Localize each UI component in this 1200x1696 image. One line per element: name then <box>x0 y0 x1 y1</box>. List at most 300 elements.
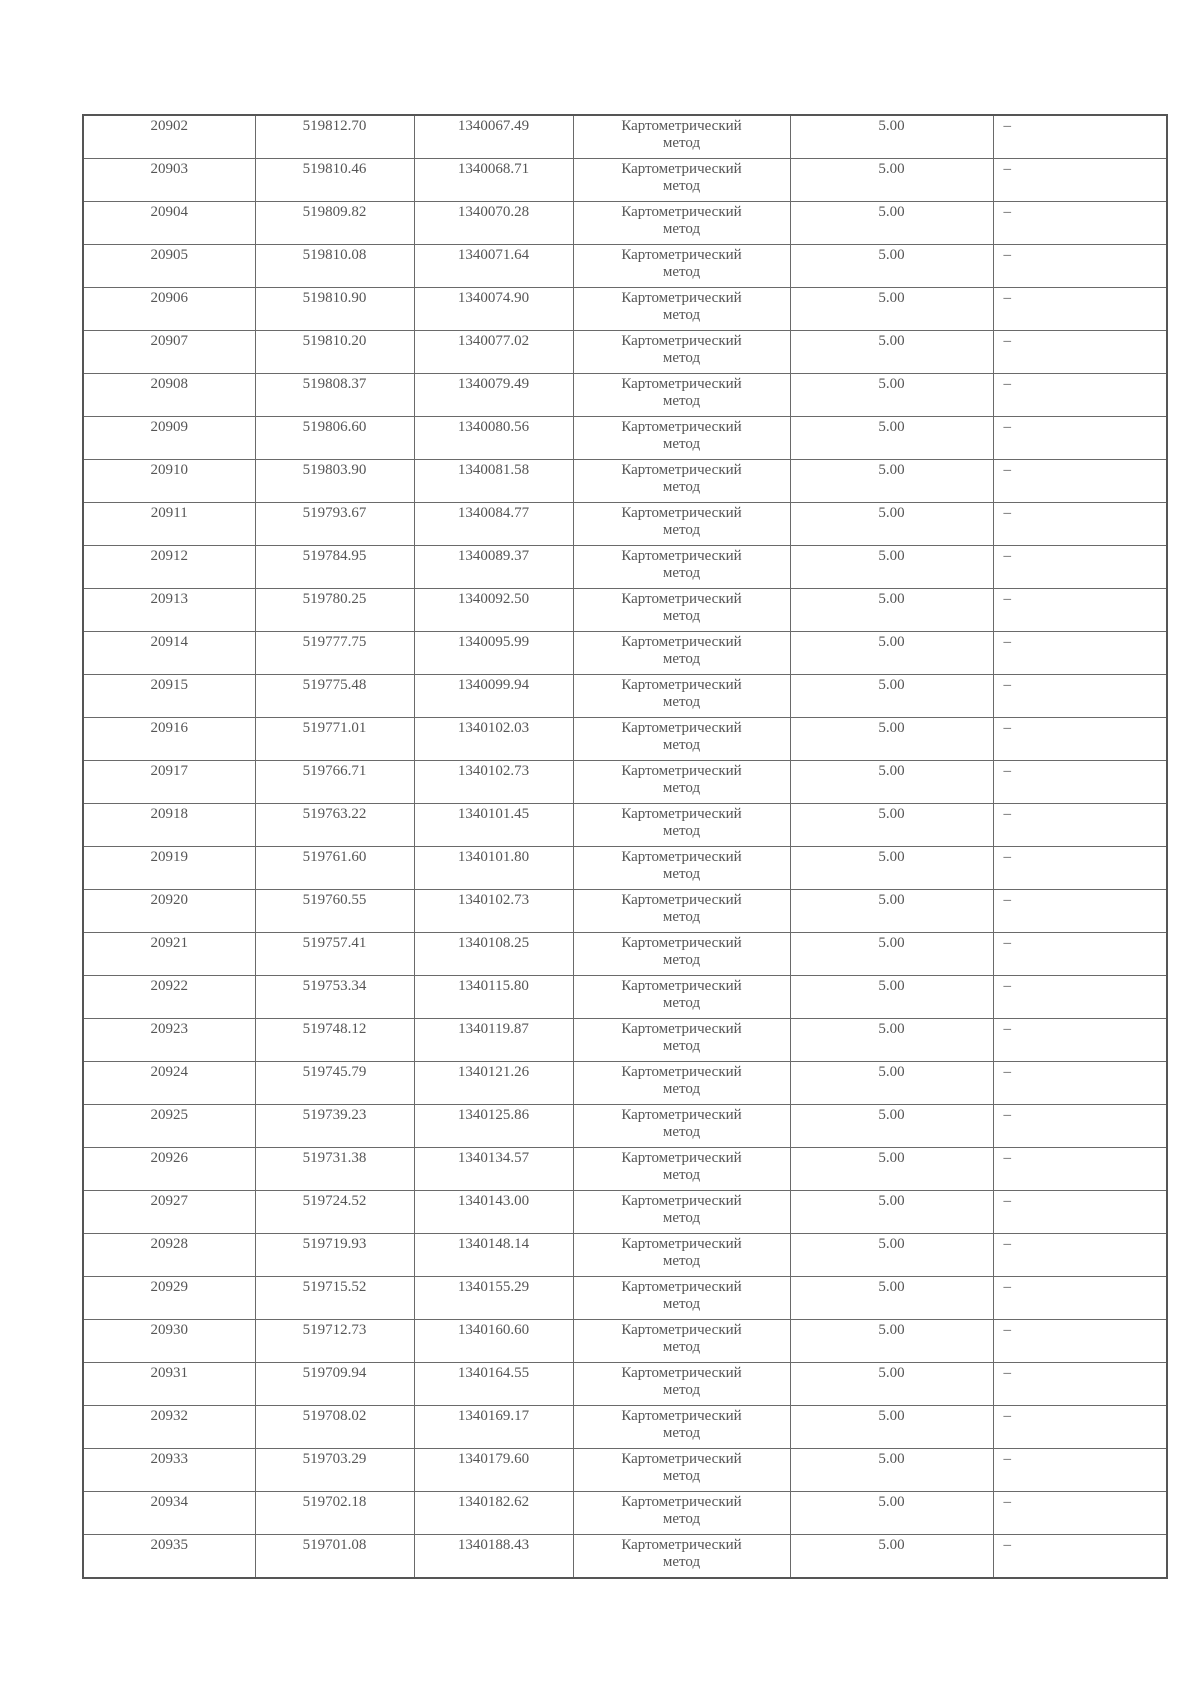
method-text-line-1: Картометрический <box>621 1236 742 1252</box>
method-cell <box>573 503 790 546</box>
method-cell <box>573 1320 790 1363</box>
method-text-line-1: Картометрический <box>621 1537 742 1553</box>
y-coordinate-cell: 1340089.37 <box>414 546 573 589</box>
point-number-cell: 20902 <box>83 115 255 159</box>
y-coordinate-cell: 1340121.26 <box>414 1062 573 1105</box>
x-coordinate-cell: 519780.25 <box>255 589 414 632</box>
method-text-line-2: метод <box>662 1468 701 1484</box>
note-cell: – <box>993 1105 1167 1148</box>
method-cell <box>573 1449 790 1492</box>
method-text-line-2: метод <box>662 522 701 538</box>
note-cell: – <box>993 1019 1167 1062</box>
method-text-line-1: Картометрический <box>621 1193 742 1209</box>
method-text-line-2: метод <box>662 1339 701 1355</box>
note-cell: – <box>993 1406 1167 1449</box>
accuracy-cell: 5.00 <box>790 804 993 847</box>
note-cell: – <box>993 1363 1167 1406</box>
table-body <box>83 115 1167 1578</box>
point-number-cell: 20926 <box>83 1148 255 1191</box>
note-cell: – <box>993 1148 1167 1191</box>
method-text-line-1: Картометрический <box>621 1150 742 1166</box>
method-text-line-2: метод <box>662 909 701 925</box>
x-coordinate-cell: 519810.90 <box>255 288 414 331</box>
method-cell <box>573 1148 790 1191</box>
accuracy-cell: 5.00 <box>790 1406 993 1449</box>
method-cell <box>573 804 790 847</box>
method-cell <box>573 976 790 1019</box>
x-coordinate-cell: 519719.93 <box>255 1234 414 1277</box>
table-row <box>83 245 1167 288</box>
accuracy-cell: 5.00 <box>790 1535 993 1579</box>
method-cell <box>573 288 790 331</box>
point-number-cell: 20930 <box>83 1320 255 1363</box>
x-coordinate-cell: 519793.67 <box>255 503 414 546</box>
method-text-line-2: метод <box>662 651 701 667</box>
method-text-line-1: Картометрический <box>621 978 742 994</box>
table-row <box>83 1234 1167 1277</box>
point-number-cell: 20914 <box>83 632 255 675</box>
y-coordinate-cell: 1340179.60 <box>414 1449 573 1492</box>
point-number-cell: 20932 <box>83 1406 255 1449</box>
note-cell: – <box>993 976 1167 1019</box>
method-text-line-1: Картометрический <box>621 161 742 177</box>
table-row <box>83 933 1167 976</box>
table-row <box>83 1406 1167 1449</box>
table-row <box>83 202 1167 245</box>
x-coordinate-cell: 519809.82 <box>255 202 414 245</box>
accuracy-cell: 5.00 <box>790 1105 993 1148</box>
y-coordinate-cell: 1340115.80 <box>414 976 573 1019</box>
method-text-line-2: метод <box>662 307 701 323</box>
method-text-line-1: Картометрический <box>621 1451 742 1467</box>
point-number-cell: 20931 <box>83 1363 255 1406</box>
method-cell <box>573 1234 790 1277</box>
method-text-line-1: Картометрический <box>621 1107 742 1123</box>
method-cell <box>573 1535 790 1579</box>
method-cell <box>573 718 790 761</box>
table-row <box>83 761 1167 804</box>
table-row <box>83 331 1167 374</box>
accuracy-cell: 5.00 <box>790 374 993 417</box>
y-coordinate-cell: 1340169.17 <box>414 1406 573 1449</box>
method-cell <box>573 632 790 675</box>
y-coordinate-cell: 1340092.50 <box>414 589 573 632</box>
y-coordinate-cell: 1340134.57 <box>414 1148 573 1191</box>
point-number-cell: 20907 <box>83 331 255 374</box>
y-coordinate-cell: 1340079.49 <box>414 374 573 417</box>
table-row <box>83 804 1167 847</box>
x-coordinate-cell: 519766.71 <box>255 761 414 804</box>
table-row <box>83 288 1167 331</box>
accuracy-cell: 5.00 <box>790 159 993 202</box>
method-text-line-2: метод <box>662 1296 701 1312</box>
table-row <box>83 460 1167 503</box>
method-text-line-2: метод <box>662 1253 701 1269</box>
accuracy-cell: 5.00 <box>790 632 993 675</box>
coordinates-table <box>82 114 1168 1579</box>
method-cell <box>573 417 790 460</box>
x-coordinate-cell: 519761.60 <box>255 847 414 890</box>
accuracy-cell: 5.00 <box>790 115 993 159</box>
note-cell: – <box>993 1277 1167 1320</box>
table-row <box>83 1320 1167 1363</box>
point-number-cell: 20923 <box>83 1019 255 1062</box>
y-coordinate-cell: 1340164.55 <box>414 1363 573 1406</box>
point-number-cell: 20906 <box>83 288 255 331</box>
note-cell: – <box>993 589 1167 632</box>
y-coordinate-cell: 1340160.60 <box>414 1320 573 1363</box>
method-cell <box>573 1105 790 1148</box>
x-coordinate-cell: 519784.95 <box>255 546 414 589</box>
method-cell <box>573 460 790 503</box>
table-row <box>83 1105 1167 1148</box>
method-cell <box>573 115 790 159</box>
method-text-line-1: Картометрический <box>621 1408 742 1424</box>
x-coordinate-cell: 519775.48 <box>255 675 414 718</box>
method-text-line-1: Картометрический <box>621 1279 742 1295</box>
note-cell: – <box>993 115 1167 159</box>
note-cell: – <box>993 460 1167 503</box>
method-text-line-2: метод <box>662 1038 701 1054</box>
point-number-cell: 20935 <box>83 1535 255 1579</box>
x-coordinate-cell: 519724.52 <box>255 1191 414 1234</box>
method-cell <box>573 159 790 202</box>
table-row <box>83 417 1167 460</box>
method-text-line-1: Картометрический <box>621 1322 742 1338</box>
x-coordinate-cell: 519810.08 <box>255 245 414 288</box>
accuracy-cell: 5.00 <box>790 1191 993 1234</box>
method-text-line-1: Картометрический <box>621 419 742 435</box>
y-coordinate-cell: 1340068.71 <box>414 159 573 202</box>
method-text-line-2: метод <box>662 350 701 366</box>
point-number-cell: 20921 <box>83 933 255 976</box>
y-coordinate-cell: 1340070.28 <box>414 202 573 245</box>
y-coordinate-cell: 1340143.00 <box>414 1191 573 1234</box>
point-number-cell: 20934 <box>83 1492 255 1535</box>
x-coordinate-cell: 519731.38 <box>255 1148 414 1191</box>
method-text-line-1: Картометрический <box>621 720 742 736</box>
method-text-line-2: метод <box>662 780 701 796</box>
accuracy-cell: 5.00 <box>790 847 993 890</box>
x-coordinate-cell: 519771.01 <box>255 718 414 761</box>
accuracy-cell: 5.00 <box>790 1320 993 1363</box>
method-text-line-2: метод <box>662 694 701 710</box>
y-coordinate-cell: 1340095.99 <box>414 632 573 675</box>
point-number-cell: 20928 <box>83 1234 255 1277</box>
method-text-line-2: метод <box>662 737 701 753</box>
method-cell <box>573 890 790 933</box>
accuracy-cell: 5.00 <box>790 976 993 1019</box>
note-cell: – <box>993 417 1167 460</box>
note-cell: – <box>993 847 1167 890</box>
note-cell: – <box>993 933 1167 976</box>
method-text-line-1: Картометрический <box>621 935 742 951</box>
method-text-line-1: Картометрический <box>621 1021 742 1037</box>
method-cell <box>573 546 790 589</box>
x-coordinate-cell: 519739.23 <box>255 1105 414 1148</box>
y-coordinate-cell: 1340077.02 <box>414 331 573 374</box>
note-cell: – <box>993 1449 1167 1492</box>
method-text-line-1: Картометрический <box>621 591 742 607</box>
y-coordinate-cell: 1340155.29 <box>414 1277 573 1320</box>
note-cell: – <box>993 1234 1167 1277</box>
point-number-cell: 20919 <box>83 847 255 890</box>
method-text-line-2: метод <box>662 221 701 237</box>
method-cell <box>573 374 790 417</box>
accuracy-cell: 5.00 <box>790 202 993 245</box>
y-coordinate-cell: 1340084.77 <box>414 503 573 546</box>
x-coordinate-cell: 519702.18 <box>255 1492 414 1535</box>
method-text-line-2: метод <box>662 1425 701 1441</box>
method-text-line-2: метод <box>662 1554 701 1570</box>
note-cell: – <box>993 804 1167 847</box>
note-cell: – <box>993 761 1167 804</box>
method-text-line-1: Картометрический <box>621 376 742 392</box>
y-coordinate-cell: 1340119.87 <box>414 1019 573 1062</box>
y-coordinate-cell: 1340101.45 <box>414 804 573 847</box>
method-text-line-1: Картометрический <box>621 1064 742 1080</box>
method-text-line-2: метод <box>662 608 701 624</box>
method-cell <box>573 1492 790 1535</box>
method-text-line-1: Картометрический <box>621 763 742 779</box>
point-number-cell: 20916 <box>83 718 255 761</box>
y-coordinate-cell: 1340102.73 <box>414 761 573 804</box>
accuracy-cell: 5.00 <box>790 1234 993 1277</box>
accuracy-cell: 5.00 <box>790 245 993 288</box>
table-row <box>83 718 1167 761</box>
method-text-line-1: Картометрический <box>621 1365 742 1381</box>
note-cell: – <box>993 288 1167 331</box>
method-text-line-1: Картометрический <box>621 462 742 478</box>
method-text-line-1: Картометрический <box>621 505 742 521</box>
note-cell: – <box>993 632 1167 675</box>
note-cell: – <box>993 890 1167 933</box>
point-number-cell: 20912 <box>83 546 255 589</box>
accuracy-cell: 5.00 <box>790 1492 993 1535</box>
accuracy-cell: 5.00 <box>790 546 993 589</box>
method-text-line-1: Картометрический <box>621 1494 742 1510</box>
x-coordinate-cell: 519757.41 <box>255 933 414 976</box>
note-cell: – <box>993 331 1167 374</box>
point-number-cell: 20905 <box>83 245 255 288</box>
x-coordinate-cell: 519812.70 <box>255 115 414 159</box>
note-cell: – <box>993 718 1167 761</box>
method-text-line-2: метод <box>662 995 701 1011</box>
table-row <box>83 1535 1167 1579</box>
y-coordinate-cell: 1340148.14 <box>414 1234 573 1277</box>
accuracy-cell: 5.00 <box>790 761 993 804</box>
x-coordinate-cell: 519753.34 <box>255 976 414 1019</box>
method-cell <box>573 1363 790 1406</box>
note-cell: – <box>993 1320 1167 1363</box>
point-number-cell: 20913 <box>83 589 255 632</box>
accuracy-cell: 5.00 <box>790 1449 993 1492</box>
x-coordinate-cell: 519701.08 <box>255 1535 414 1579</box>
accuracy-cell: 5.00 <box>790 503 993 546</box>
method-cell <box>573 1277 790 1320</box>
method-cell <box>573 589 790 632</box>
method-text-line-1: Картометрический <box>621 204 742 220</box>
table-row <box>83 374 1167 417</box>
method-cell <box>573 761 790 804</box>
accuracy-cell: 5.00 <box>790 1062 993 1105</box>
point-number-cell: 20929 <box>83 1277 255 1320</box>
method-text-line-2: метод <box>662 264 701 280</box>
method-text-line-1: Картометрический <box>621 247 742 263</box>
method-text-line-2: метод <box>662 1511 701 1527</box>
point-number-cell: 20904 <box>83 202 255 245</box>
method-cell <box>573 1191 790 1234</box>
method-text-line-2: метод <box>662 479 701 495</box>
accuracy-cell: 5.00 <box>790 718 993 761</box>
x-coordinate-cell: 519703.29 <box>255 1449 414 1492</box>
y-coordinate-cell: 1340182.62 <box>414 1492 573 1535</box>
accuracy-cell: 5.00 <box>790 589 993 632</box>
method-text-line-1: Картометрический <box>621 548 742 564</box>
point-number-cell: 20903 <box>83 159 255 202</box>
method-text-line-1: Картометрический <box>621 290 742 306</box>
method-cell <box>573 202 790 245</box>
accuracy-cell: 5.00 <box>790 1148 993 1191</box>
method-text-line-2: метод <box>662 1382 701 1398</box>
accuracy-cell: 5.00 <box>790 331 993 374</box>
method-text-line-1: Картометрический <box>621 677 742 693</box>
point-number-cell: 20933 <box>83 1449 255 1492</box>
note-cell: – <box>993 546 1167 589</box>
table-row <box>83 890 1167 933</box>
method-cell <box>573 933 790 976</box>
accuracy-cell: 5.00 <box>790 1019 993 1062</box>
table-row <box>83 675 1167 718</box>
point-number-cell: 20924 <box>83 1062 255 1105</box>
point-number-cell: 20910 <box>83 460 255 503</box>
x-coordinate-cell: 519763.22 <box>255 804 414 847</box>
x-coordinate-cell: 519709.94 <box>255 1363 414 1406</box>
y-coordinate-cell: 1340101.80 <box>414 847 573 890</box>
point-number-cell: 20917 <box>83 761 255 804</box>
table-row <box>83 1148 1167 1191</box>
method-text-line-2: метод <box>662 866 701 882</box>
y-coordinate-cell: 1340102.03 <box>414 718 573 761</box>
method-text-line-1: Картометрический <box>621 333 742 349</box>
point-number-cell: 20925 <box>83 1105 255 1148</box>
table-row <box>83 503 1167 546</box>
note-cell: – <box>993 159 1167 202</box>
method-text-line-2: метод <box>662 393 701 409</box>
y-coordinate-cell: 1340125.86 <box>414 1105 573 1148</box>
accuracy-cell: 5.00 <box>790 933 993 976</box>
method-text-line-2: метод <box>662 1124 701 1140</box>
y-coordinate-cell: 1340067.49 <box>414 115 573 159</box>
method-cell <box>573 675 790 718</box>
method-text-line-2: метод <box>662 135 701 151</box>
method-cell <box>573 847 790 890</box>
method-cell <box>573 331 790 374</box>
table-row <box>83 1363 1167 1406</box>
x-coordinate-cell: 519808.37 <box>255 374 414 417</box>
x-coordinate-cell: 519712.73 <box>255 1320 414 1363</box>
y-coordinate-cell: 1340188.43 <box>414 1535 573 1579</box>
x-coordinate-cell: 519810.20 <box>255 331 414 374</box>
method-text-line-1: Картометрический <box>621 806 742 822</box>
method-cell <box>573 1406 790 1449</box>
x-coordinate-cell: 519810.46 <box>255 159 414 202</box>
note-cell: – <box>993 1062 1167 1105</box>
table-row <box>83 589 1167 632</box>
note-cell: – <box>993 202 1167 245</box>
accuracy-cell: 5.00 <box>790 417 993 460</box>
accuracy-cell: 5.00 <box>790 460 993 503</box>
accuracy-cell: 5.00 <box>790 1363 993 1406</box>
method-text-line-2: метод <box>662 1167 701 1183</box>
y-coordinate-cell: 1340099.94 <box>414 675 573 718</box>
point-number-cell: 20918 <box>83 804 255 847</box>
note-cell: – <box>993 245 1167 288</box>
table-row <box>83 976 1167 1019</box>
table-row <box>83 546 1167 589</box>
method-cell <box>573 1062 790 1105</box>
method-text-line-1: Картометрический <box>621 118 742 134</box>
note-cell: – <box>993 675 1167 718</box>
x-coordinate-cell: 519777.75 <box>255 632 414 675</box>
method-text-line-2: метод <box>662 1081 701 1097</box>
y-coordinate-cell: 1340074.90 <box>414 288 573 331</box>
method-text-line-2: метод <box>662 178 701 194</box>
table-row <box>83 1449 1167 1492</box>
x-coordinate-cell: 519806.60 <box>255 417 414 460</box>
method-cell <box>573 1019 790 1062</box>
accuracy-cell: 5.00 <box>790 890 993 933</box>
table-row <box>83 1062 1167 1105</box>
accuracy-cell: 5.00 <box>790 288 993 331</box>
table-row <box>83 115 1167 159</box>
note-cell: – <box>993 374 1167 417</box>
table-row <box>83 1492 1167 1535</box>
point-number-cell: 20915 <box>83 675 255 718</box>
accuracy-cell: 5.00 <box>790 1277 993 1320</box>
y-coordinate-cell: 1340071.64 <box>414 245 573 288</box>
x-coordinate-cell: 519715.52 <box>255 1277 414 1320</box>
method-text-line-1: Картометрический <box>621 849 742 865</box>
y-coordinate-cell: 1340080.56 <box>414 417 573 460</box>
x-coordinate-cell: 519708.02 <box>255 1406 414 1449</box>
x-coordinate-cell: 519748.12 <box>255 1019 414 1062</box>
x-coordinate-cell: 519760.55 <box>255 890 414 933</box>
y-coordinate-cell: 1340102.73 <box>414 890 573 933</box>
method-text-line-2: метод <box>662 823 701 839</box>
method-cell <box>573 245 790 288</box>
table-row <box>83 1277 1167 1320</box>
table-row <box>83 1019 1167 1062</box>
method-text-line-1: Картометрический <box>621 634 742 650</box>
accuracy-cell: 5.00 <box>790 675 993 718</box>
note-cell: – <box>993 1191 1167 1234</box>
method-text-line-2: метод <box>662 436 701 452</box>
y-coordinate-cell: 1340081.58 <box>414 460 573 503</box>
point-number-cell: 20908 <box>83 374 255 417</box>
note-cell: – <box>993 503 1167 546</box>
table-row <box>83 847 1167 890</box>
point-number-cell: 20922 <box>83 976 255 1019</box>
x-coordinate-cell: 519803.90 <box>255 460 414 503</box>
method-text-line-2: метод <box>662 565 701 581</box>
method-text-line-1: Картометрический <box>621 892 742 908</box>
point-number-cell: 20927 <box>83 1191 255 1234</box>
table-row <box>83 159 1167 202</box>
point-number-cell: 20909 <box>83 417 255 460</box>
point-number-cell: 20911 <box>83 503 255 546</box>
point-number-cell: 20920 <box>83 890 255 933</box>
